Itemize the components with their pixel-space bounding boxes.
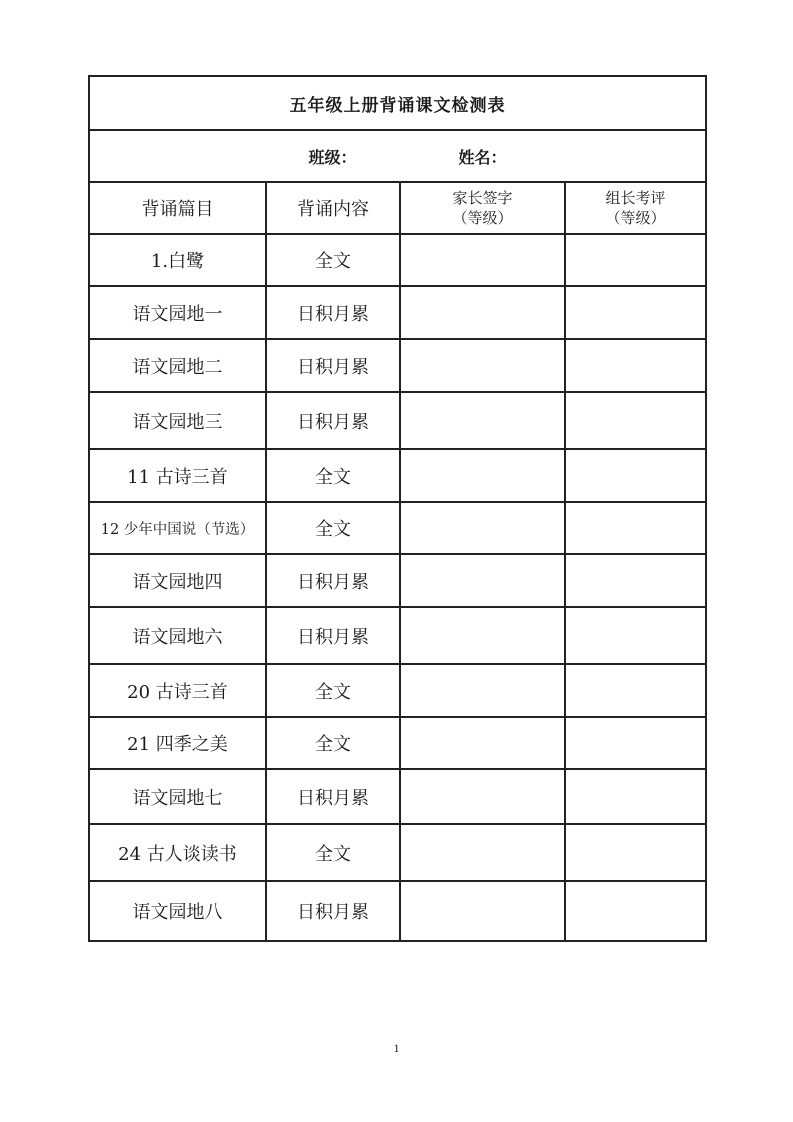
table-row xyxy=(89,717,706,769)
parent-signature-cell[interactable] xyxy=(400,881,565,941)
row-content: 全文 xyxy=(266,717,400,769)
row-item: 20 古诗三首 xyxy=(89,664,266,717)
row-item: 1.白鹭 xyxy=(89,234,266,286)
header-leader-line2: （等级） xyxy=(605,209,666,227)
parent-signature-cell[interactable] xyxy=(400,392,565,449)
row-content: 全文 xyxy=(266,502,400,554)
leader-evaluation-cell[interactable] xyxy=(565,339,706,392)
info-cell xyxy=(89,130,706,182)
header-item: 背诵篇目 xyxy=(89,182,266,234)
table-row xyxy=(89,449,706,502)
row-item: 语文园地三 xyxy=(89,392,266,449)
leader-evaluation-cell[interactable] xyxy=(565,717,706,769)
row-item: 语文园地八 xyxy=(89,881,266,941)
row-item: 语文园地六 xyxy=(89,607,266,664)
row-content: 日积月累 xyxy=(266,286,400,339)
row-item: 语文园地一 xyxy=(89,286,266,339)
row-item: 24 古人谈读书 xyxy=(89,824,266,881)
table-row xyxy=(89,286,706,339)
header-parent-line2: （等级） xyxy=(452,209,513,227)
row-content: 全文 xyxy=(266,449,400,502)
row-item: 21 四季之美 xyxy=(89,717,266,769)
row-item: 语文园地七 xyxy=(89,769,266,824)
parent-signature-cell[interactable] xyxy=(400,502,565,554)
table-row xyxy=(89,234,706,286)
parent-signature-cell[interactable] xyxy=(400,664,565,717)
row-content: 全文 xyxy=(266,664,400,717)
row-item: 语文园地四 xyxy=(89,554,266,607)
table-row xyxy=(89,607,706,664)
row-content: 日积月累 xyxy=(266,392,400,449)
table-row xyxy=(89,769,706,824)
leader-evaluation-cell[interactable] xyxy=(565,664,706,717)
parent-signature-cell[interactable] xyxy=(400,554,565,607)
row-content: 全文 xyxy=(266,234,400,286)
page-title: 五年级上册背诵课文检测表 xyxy=(89,76,706,130)
leader-evaluation-cell[interactable] xyxy=(565,769,706,824)
info-row xyxy=(89,130,706,182)
leader-evaluation-cell[interactable] xyxy=(565,392,706,449)
table-row xyxy=(89,824,706,881)
row-item: 11 古诗三首 xyxy=(89,449,266,502)
row-content: 日积月累 xyxy=(266,881,400,941)
parent-signature-cell[interactable] xyxy=(400,234,565,286)
header-row xyxy=(89,182,706,234)
leader-evaluation-cell[interactable] xyxy=(565,607,706,664)
header-parent-line1: 家长签字 xyxy=(452,189,513,207)
row-content: 日积月累 xyxy=(266,554,400,607)
leader-evaluation-cell[interactable] xyxy=(565,554,706,607)
parent-signature-cell[interactable] xyxy=(400,824,565,881)
leader-evaluation-cell[interactable] xyxy=(565,824,706,881)
parent-signature-cell[interactable] xyxy=(400,607,565,664)
parent-signature-cell[interactable] xyxy=(400,286,565,339)
page-number: 1 xyxy=(393,1041,400,1055)
row-content: 日积月累 xyxy=(266,339,400,392)
parent-signature-cell[interactable] xyxy=(400,769,565,824)
header-content: 背诵内容 xyxy=(266,182,400,234)
leader-evaluation-cell[interactable] xyxy=(565,881,706,941)
header-leader-evaluation xyxy=(565,182,706,234)
table-row xyxy=(89,881,706,941)
table-row xyxy=(89,339,706,392)
table-row xyxy=(89,554,706,607)
table-row xyxy=(89,664,706,717)
header-parent-signature xyxy=(400,182,565,234)
parent-signature-cell[interactable] xyxy=(400,717,565,769)
parent-signature-cell[interactable] xyxy=(400,449,565,502)
class-label: 班级： xyxy=(308,147,357,167)
row-item: 12 少年中国说（节选） xyxy=(89,502,266,554)
row-item: 语文园地二 xyxy=(89,339,266,392)
leader-evaluation-cell[interactable] xyxy=(565,449,706,502)
row-content: 日积月累 xyxy=(266,769,400,824)
table-row xyxy=(89,392,706,449)
name-label: 姓名： xyxy=(458,147,507,167)
title-row xyxy=(89,76,706,130)
leader-evaluation-cell[interactable] xyxy=(565,286,706,339)
parent-signature-cell[interactable] xyxy=(400,339,565,392)
row-content: 全文 xyxy=(266,824,400,881)
table-row xyxy=(89,502,706,554)
row-content: 日积月累 xyxy=(266,607,400,664)
leader-evaluation-cell[interactable] xyxy=(565,502,706,554)
header-leader-line1: 组长考评 xyxy=(605,189,666,207)
leader-evaluation-cell[interactable] xyxy=(565,234,706,286)
recitation-check-table xyxy=(88,75,707,942)
